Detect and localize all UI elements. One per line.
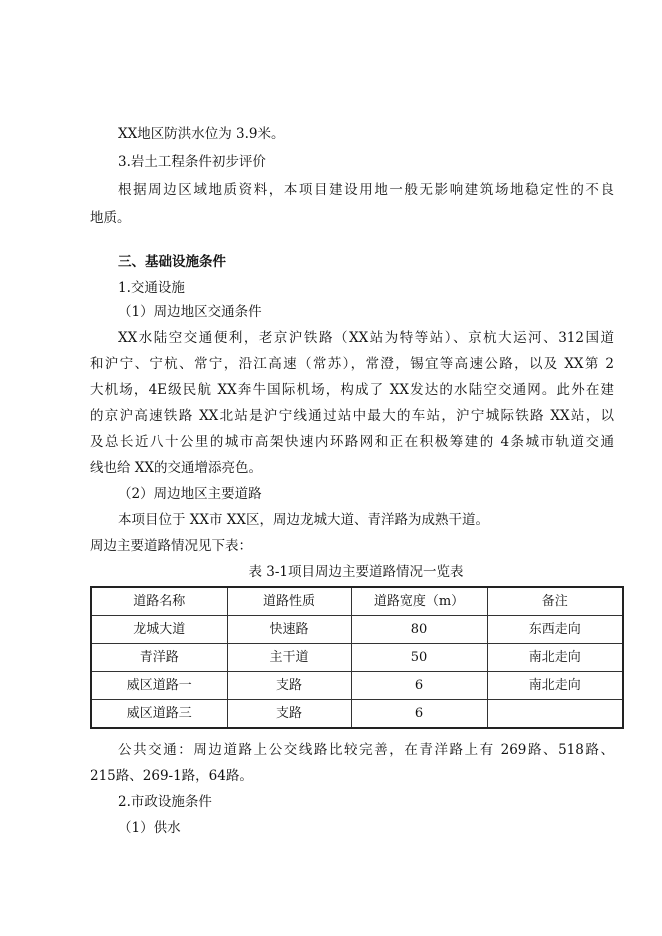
table-cell (487, 700, 623, 729)
table-header-cell: 道路名称 (91, 587, 227, 616)
table-header-row (91, 587, 623, 616)
geotech-text-line-1: 根据周边区域地质资料，本项目建设用地一般无影响建筑场地稳定性的不良 (118, 182, 614, 198)
traffic-text-line-5: 及总长近八十公里的城市高架快速内环路网和正在积极筹建的 4条城市轨道交通 (90, 434, 614, 450)
table-cell: 6 (351, 700, 487, 729)
table-cell: 主干道 (227, 644, 351, 672)
traffic-text-line-2: 和沪宁、宁杭、常宁，沿江高速（常苏），常澄，锡宜等高速公路，以及 XX第 2 (90, 356, 614, 372)
table-cell: 南北走向 (487, 644, 623, 672)
flood-level-text: XX地区防洪水位为 3.9米。 (118, 126, 285, 142)
table-header-cell: 备注 (487, 587, 623, 616)
main-roads-subheading: （2）周边地区主要道路 (118, 486, 262, 502)
bus-text-line-1: 公共交通：周边道路上公交线路比较完善，在青洋路上有 269路、518路、 (118, 742, 614, 758)
traffic-text-line-6: 线也给 XX的交通增添亮色。 (90, 460, 263, 476)
table-row (91, 672, 623, 700)
table-cell: 50 (351, 644, 487, 672)
table-cell: 龙城大道 (91, 616, 227, 644)
table-cell: 东西走向 (487, 616, 623, 644)
table-cell: 快速路 (227, 616, 351, 644)
table-header-cell: 道路性质 (227, 587, 351, 616)
table-caption: 表 3-1项目周边主要道路情况一览表 (248, 564, 464, 580)
table-cell: 支路 (227, 672, 351, 700)
roads-text-line-1: 本项目位于 XX市 XX区，周边龙城大道、青洋路为成熟干道。 (118, 512, 490, 528)
table-cell: 支路 (227, 700, 351, 729)
table-row (91, 700, 623, 729)
table-cell: 80 (351, 616, 487, 644)
table-row (91, 616, 623, 644)
table-cell: 南北走向 (487, 672, 623, 700)
road-table (90, 586, 624, 729)
section3-heading: 三、基础设施条件 (118, 254, 226, 270)
table-row (91, 644, 623, 672)
traffic-facilities-heading: 1.交通设施 (118, 280, 185, 296)
area-traffic-subheading: （1）周边地区交通条件 (118, 304, 262, 320)
geotech-heading: 3.岩土工程条件初步评价 (118, 154, 266, 170)
table-header-cell: 道路宽度（m） (351, 587, 487, 616)
traffic-text-line-4: 的京沪高速铁路 XX北站是沪宁线通过站中最大的车站，沪宁城际铁路 XX站，以 (90, 408, 614, 424)
table-cell: 威区道路三 (91, 700, 227, 729)
bus-text-line-2: 215路、269-1路，64路。 (90, 768, 253, 784)
geotech-text-line-2: 地质。 (90, 210, 131, 226)
table-cell: 青洋路 (91, 644, 227, 672)
water-supply-subheading: （1）供水 (118, 820, 181, 836)
municipal-heading: 2.市政设施条件 (118, 794, 212, 810)
table-cell: 6 (351, 672, 487, 700)
table-cell: 威区道路一 (91, 672, 227, 700)
traffic-text-line-3: 大机场，4E级民航 XX奔牛国际机场，构成了 XX发达的水陆空交通网。此外在建 (90, 382, 614, 398)
roads-text-line-2: 周边主要道路情况见下表： (90, 538, 252, 554)
traffic-text-line-1: XX水陆空交通便利，老京沪铁路（XX站为特等站）、京杭大运河、312国道 (118, 330, 614, 346)
